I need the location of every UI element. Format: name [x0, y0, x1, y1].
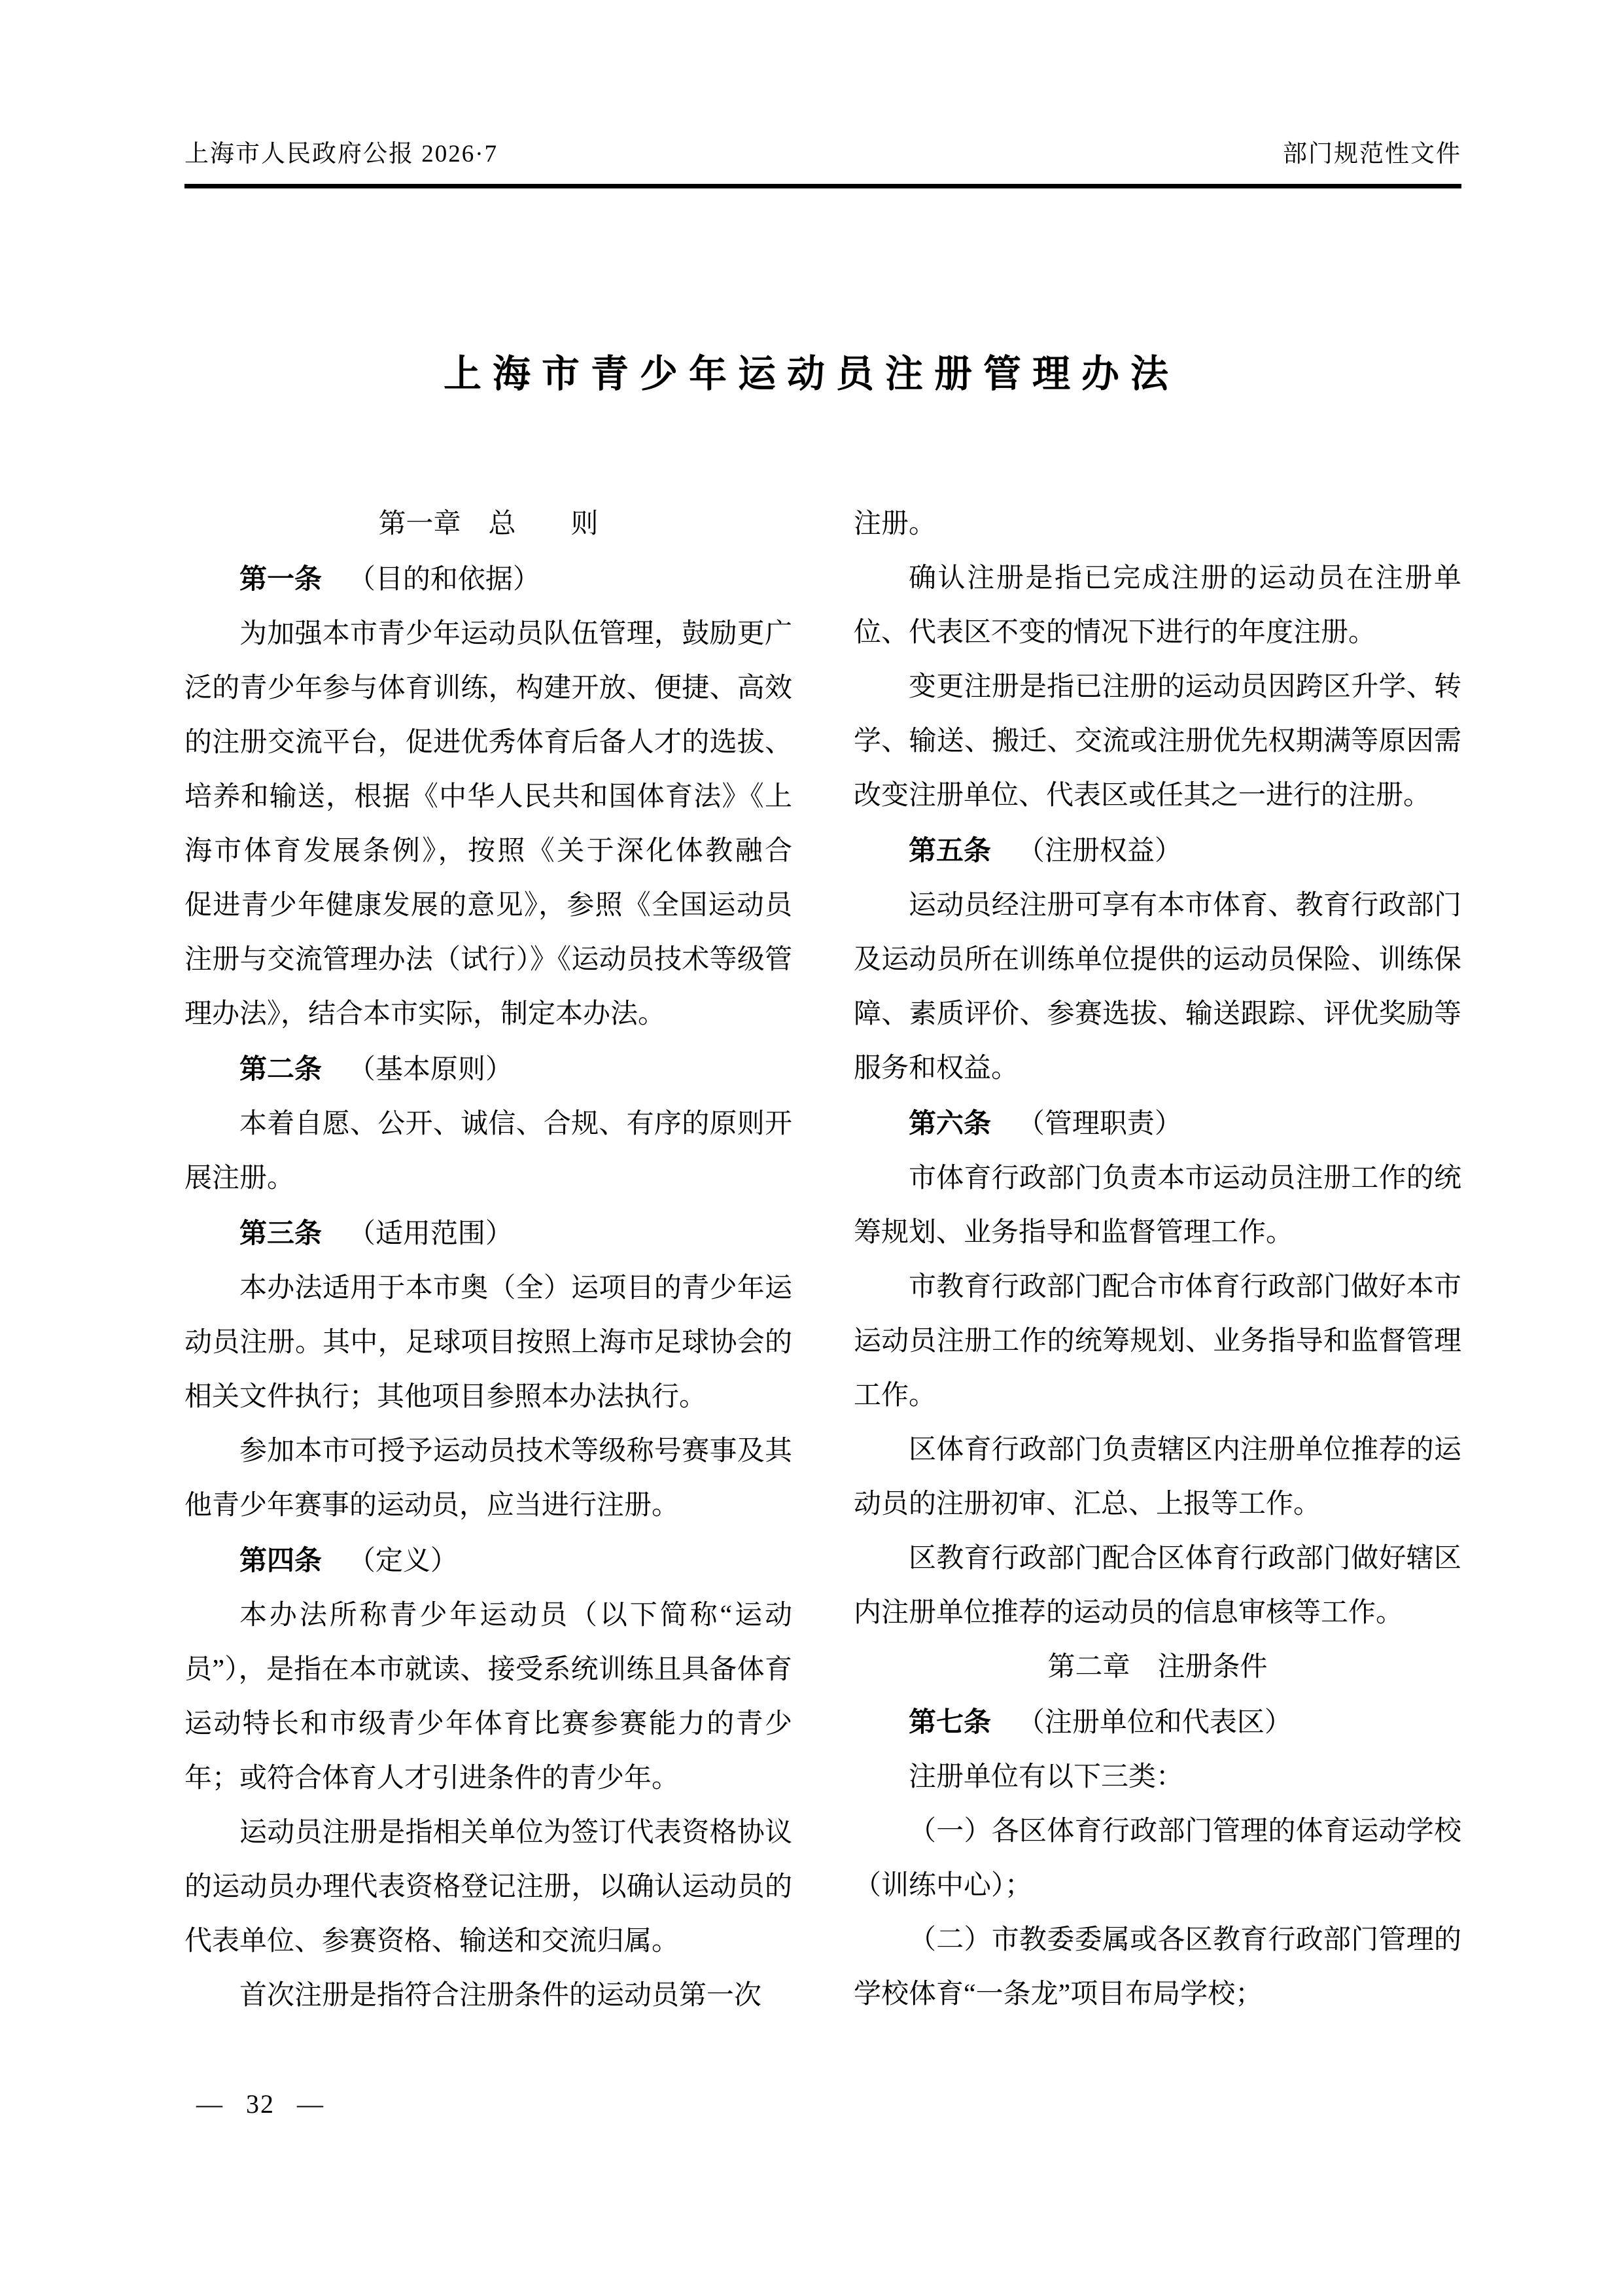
body-paragraph: 区教育行政部门配合区体育行政部门做好辖区内注册单位推荐的运动员的信息审核等工作。 — [854, 1544, 1461, 1628]
article-subject: （定义） — [347, 1546, 458, 1576]
page-footer — [196, 2085, 324, 2124]
article-number: 第六条 — [909, 1108, 992, 1139]
page-number: — 32 — — [196, 2089, 324, 2119]
body-paragraph: 参加本市可授予运动员技术等级称号赛事及其他青少年赛事的运动员，应当进行注册。 — [184, 1436, 792, 1521]
article-heading — [854, 1096, 1461, 1152]
article-heading — [184, 1206, 792, 1262]
document-title: 上海市青少年运动员注册管理办法 — [443, 353, 1179, 395]
article-subject: （基本原则） — [347, 1055, 513, 1085]
page-header — [184, 139, 1461, 170]
chapter-heading: 第一章 总 则 — [378, 509, 599, 539]
continuation-paragraph: 注册。 — [854, 509, 937, 539]
body-paragraph: 本办法所称青少年运动员（以下简称“运动员”），是指在本市就读、接受系统训练且具备体育运动特长和市级青少年体育比赛参赛能力的青少年；或符合体育人才引进条件的青少年。 — [184, 1600, 792, 1793]
body-paragraph: 首次注册是指符合注册条件的运动员第一次 — [239, 1981, 762, 2011]
article-subject: （管理职责） — [1017, 1109, 1182, 1139]
header-section-label: 部门规范性文件 — [1283, 141, 1461, 168]
header-publication-name: 上海市人民政府公报 2026·7 — [184, 141, 498, 168]
body-paragraph: 市教育行政部门配合市体育行政部门做好本市运动员注册工作的统筹规划、业务指导和监督管理工作。 — [854, 1272, 1461, 1411]
header-divider — [184, 184, 1461, 188]
article-heading — [854, 1695, 1461, 1750]
text-column-right — [854, 497, 1461, 2023]
article-number: 第五条 — [909, 835, 992, 866]
two-column-body — [184, 497, 1461, 2023]
body-paragraph: 本着自愿、公开、诚信、合规、有序的原则开展注册。 — [184, 1109, 792, 1193]
body-paragraph: 注册单位有以下三类： — [909, 1762, 1184, 1792]
article-number: 第三条 — [239, 1218, 323, 1248]
body-paragraph: 区体育行政部门负责辖区内注册单位推荐的运动员的注册初审、汇总、上报等工作。 — [854, 1435, 1461, 1519]
article-heading — [184, 1533, 792, 1589]
article-subject: （适用范围） — [347, 1219, 513, 1249]
chapter-heading: 第二章 注册条件 — [1047, 1652, 1268, 1682]
body-paragraph: 运动员经注册可享有本市体育、教育行政部门及运动员所在训练单位提供的运动员保险、训练保障、素质评价、参赛选拔、输送跟踪、评优奖励等服务和权益。 — [854, 891, 1461, 1084]
article-number: 第二条 — [239, 1053, 323, 1084]
body-paragraph: 运动员注册是指相关单位为签订代表资格协议的运动员办理代表资格登记注册，以确认运动员的代表单位、参赛资格、输送和交流归属。 — [184, 1818, 792, 1956]
body-paragraph: 变更注册是指已注册的运动员因跨区升学、转学、输送、搬迁、交流或注册优先权期满等原因需改变注册单位、代表区或任其之一进行的注册。 — [854, 672, 1461, 811]
article-subject: （目的和依据） — [347, 565, 540, 595]
article-subject: （注册权益） — [1017, 836, 1182, 866]
body-paragraph: 本办法适用于本市奥（全）运项目的青少年运动员注册。其中，足球项目按照上海市足球协会的相关文件执行；其他项目参照本办法执行。 — [184, 1273, 792, 1412]
article-number: 第四条 — [239, 1545, 323, 1576]
article-heading — [184, 552, 792, 607]
body-paragraph: （二）市教委委属或各区教育行政部门管理的学校体育“一条龙”项目布局学校； — [854, 1925, 1461, 2009]
article-heading — [184, 1042, 792, 1097]
article-number: 第一条 — [239, 563, 323, 594]
body-paragraph: 确认注册是指已完成注册的运动员在注册单位、代表区不变的情况下进行的年度注册。 — [854, 563, 1461, 648]
body-paragraph: （一）各区体育行政部门管理的体育运动学校（训练中心）； — [854, 1816, 1461, 1901]
article-number: 第七条 — [909, 1706, 992, 1737]
article-subject: （注册单位和代表区） — [1017, 1708, 1292, 1738]
body-paragraph: 市体育行政部门负责本市运动员注册工作的统筹规划、业务指导和监督管理工作。 — [854, 1163, 1461, 1248]
body-paragraph: 为加强本市青少年运动员队伍管理，鼓励更广泛的青少年参与体育训练，构建开放、便捷、高效的注册交流平台，促进优秀体育后备人才的选拔、培养和输送，根据《中华人民共和国体育法》《上海市体育发展条例》，按照《关于深化体教融合 促进青少年健康发展的意见》，参照《全国运动员注册与交流管理办法（试行）》《运动员技术等级管理办法》，结合本市实际，制定本办法。 — [184, 619, 820, 1029]
text-column-left — [184, 497, 820, 2023]
article-heading — [854, 823, 1461, 879]
